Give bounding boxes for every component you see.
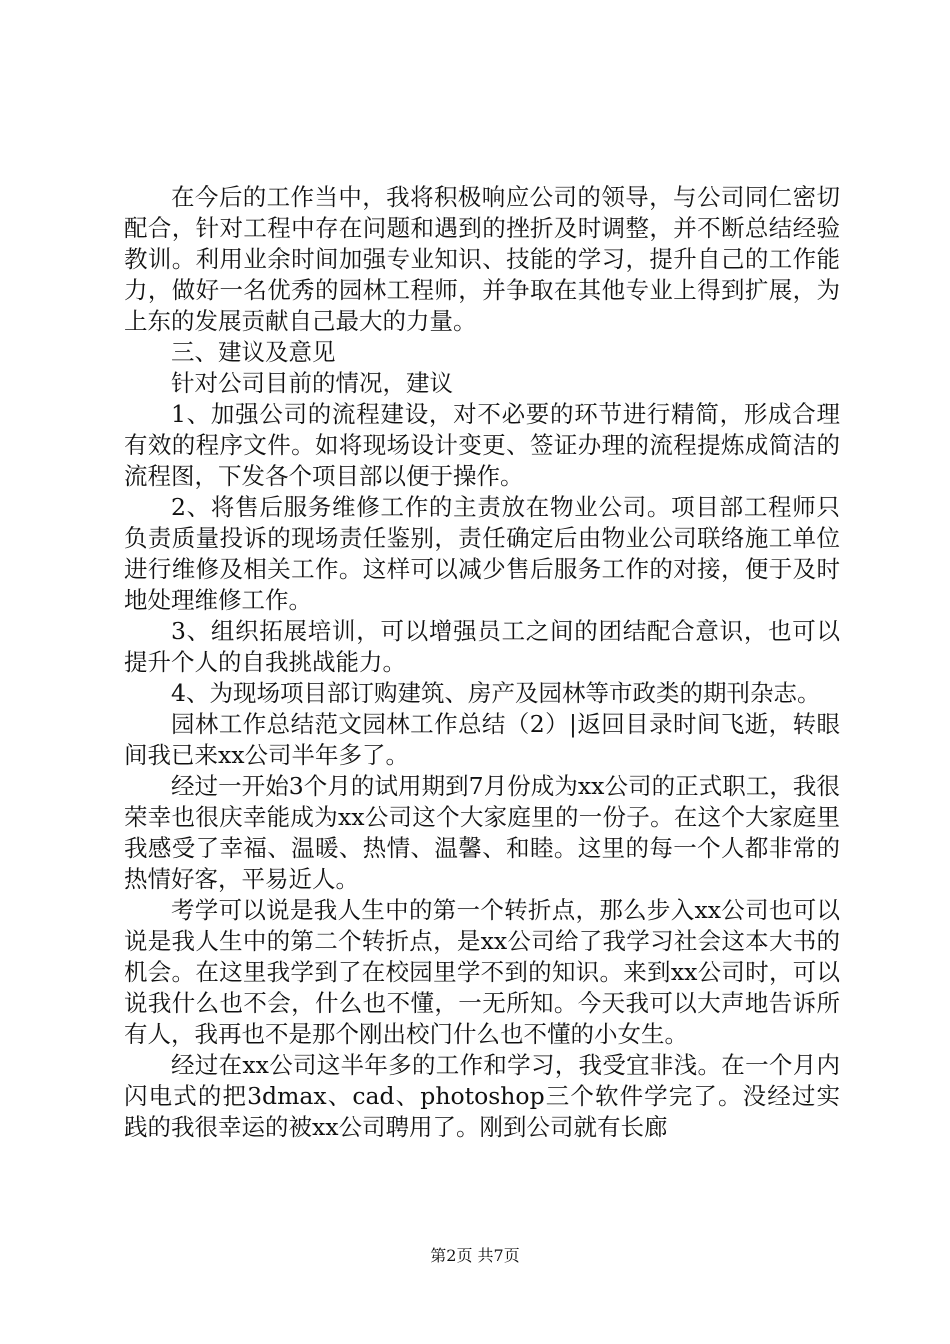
list-item: 1、加强公司的流程建设，对不必要的环节进行精简，形成合理有效的程序文件。如将现场设计变更、签证办理的流程提炼成简洁的流程图，下发各个项目部以便于操作。 xyxy=(124,400,840,490)
paragraph: 在今后的工作当中，我将积极响应公司的领导，与公司同仁密切配合，针对工程中存在问题和遇到的挫折及时调整，并不断总结经验教训。利用业余时间加强专业知识、技能的学习，提升自己的工作能力，做好一名优秀的园林工程师，并争取在其他专业上得到扩展，为上东的发展贡献自己最大的力量。 xyxy=(124,183,840,335)
list-item: 3、组织拓展培训，可以增强员工之间的团结配合意识，也可以提升个人的自我挑战能力。 xyxy=(124,617,840,676)
document-body xyxy=(124,182,840,1143)
paragraph: 针对公司目前的情况，建议 xyxy=(171,369,453,397)
section-heading: 三、建议及意见 xyxy=(171,338,336,366)
paragraph: 经过在xx公司这半年多的工作和学习，我受宜非浅。在一个月内闪电式的把3dmax、cad、photoshop三个软件学完了。没经过实践的我很幸运的被xx公司聘用了。刚到公司就有长廊 xyxy=(124,1051,840,1141)
list-item: 4、为现场项目部订购建筑、房产及园林等市政类的期刊杂志。 xyxy=(171,679,821,707)
page-number-footer: 第2页 共7页 xyxy=(430,1246,520,1265)
paragraph: 经过一开始3个月的试用期到7月份成为xx公司的正式职工，我很荣幸也很庆幸能成为xx公司这个大家庭里的一份子。在这个大家庭里我感受了幸福、温暖、热情、温馨、和睦。这里的每一个人都非常的热情好客，平易近人。 xyxy=(124,772,840,893)
list-item: 2、将售后服务维修工作的主责放在物业公司。项目部工程师只负责质量投诉的现场责任鉴别，责任确定后由物业公司联络施工单位进行维修及相关工作。这样可以减少售后服务工作的对接，便于及时地处理维修工作。 xyxy=(124,493,840,614)
paragraph: 考学可以说是我人生中的第一个转折点，那么步入xx公司也可以说是我人生中的第二个转折点，是xx公司给了我学习社会这本大书的机会。在这里我学到了在校园里学不到的知识。来到xx公司时，可以说我什么也不会，什么也不懂，一无所知。今天我可以大声地告诉所有人，我再也不是那个刚出校门什么也不懂的小女生。 xyxy=(124,896,840,1048)
paragraph: 园林工作总结范文园林工作总结（2）|返回目录时间飞逝，转眼间我已来xx公司半年多了。 xyxy=(124,710,840,769)
